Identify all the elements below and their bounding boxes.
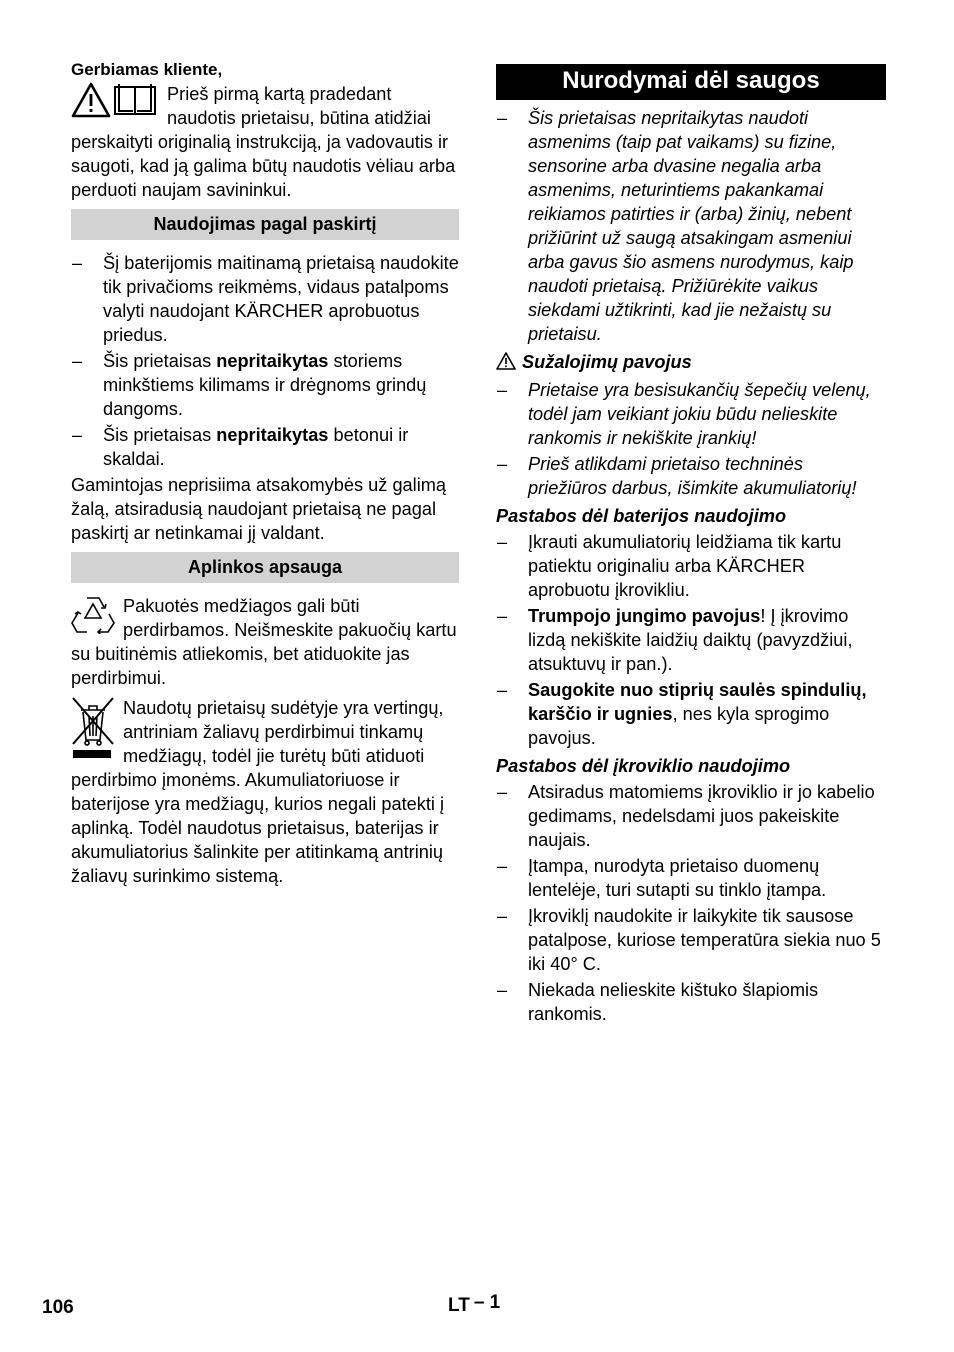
intro-text: Prieš pirmą kartą pradedant naudotis prietaisu, būtina atidžiai perskaityti originalią instrukciją, ja vadovautis ir saugoti, kad ją galima būtų naudotis vėliau arba perduoti naujam savininkui. (71, 84, 456, 200)
manual-book-icon (115, 84, 155, 114)
list-item: – Niekada nelieskite kištuko šlapiomis rankomis. (496, 978, 886, 1026)
list-item: – Atsiradus matomiems įkroviklio ir jo kabelio gedimams, nedelsdami juos pakeiskite naujais. (496, 780, 886, 852)
children-list (496, 106, 886, 346)
intended-use-list (71, 251, 459, 471)
language-code: LT – 1 (448, 1292, 501, 1316)
list-item: – Įkroviklį naudokite ir laikykite tik sausose patalpose, kuriose temperatūra siekia nuo 5 iki 40° C. (496, 904, 886, 976)
emphasis: nepritaikytas (216, 425, 329, 445)
recycle-icon (71, 594, 115, 640)
emphasis: Saugokite nuo stiprių saulės spindulių, karščio ir ugnies (528, 680, 867, 724)
greeting: Gerbiamas kliente, (71, 60, 223, 79)
disposal-text: Naudotų prietaisų sudėtyje yra vertingų, antriniam žaliavų perdirbimui tinkamų medžiagų, todėl jie turėtų būti atiduoti perdirbimo įmonėms. Akumuliatoriuose ir baterijose yra medžiagų, kurios negali patekti į aplinką. Todėl naudotus prietaisus, baterijas ir akumuliatorius šalinkite per atitinkamą antrinių žaliavų surinkimo sistemą. (71, 698, 445, 886)
crossed-bin-icon (71, 696, 115, 768)
warning-triangle-icon (496, 352, 516, 376)
warning-manual-icons (71, 82, 159, 124)
battery-heading: Pastabos dėl baterijos naudojimo (496, 506, 787, 526)
sub-page: – 1 (473, 1292, 501, 1313)
list-item: – Įtampa, nurodyta prietaiso duomenų lentelėje, turi sutapti su tinklo įtampa. (496, 854, 886, 902)
list-item: – Šis prietaisas nepritaikytas betonui ir skaldai. (71, 423, 459, 471)
charger-list (496, 780, 886, 1026)
list-item: – Šis prietaisas nepritaikytas naudoti asmenims (taip pat vaikams) su fizine, sensorine arba dvasine negalia arba asmenims, neturintiems pakankamai reikiamos patirties ir (arba) žinių, nebent prižiūrint už saugą atsakingam asmeniui arba gavus šio asmens nurodymus, kaip naudoti prietaisą. Prižiūrėkite vaikus siekdami užtikrinti, kad jie nežaistų su prietaisu. (496, 106, 886, 346)
right-column (496, 60, 886, 1028)
safety-title: Nurodymai dėl saugos (496, 64, 886, 100)
intended-use-heading: Naudojimas pagal paskirtį (71, 209, 459, 240)
list-item: – Prietaise yra besisukančių šepečių velenų, todėl jam veikiant jokiu būdu nelieskite rankomis ir nekiškite įrankių! (496, 378, 886, 450)
list-item: – Trumpojo jungimo pavojus! Į įkrovimo lizdą nekiškite laidžių daiktų (pavyzdžiui, atsuktuvų ir pan.). (496, 604, 886, 676)
list-item: – Prieš atlikdami prietaiso techninės priežiūros darbus, išimkite akumuliatorių! (496, 452, 886, 500)
battery-list (496, 530, 886, 750)
environment-heading: Aplinkos apsauga (71, 552, 459, 583)
list-item: – Šis prietaisas nepritaikytas storiems minkštiems kilimams ir drėgnoms grindų dangoms. (71, 349, 459, 421)
liability-text: Gamintojas neprisiima atsakomybės už galimą žalą, atsiradusią naudojant prietaisą ne pagal paskirtį ar netinkamai jį valdant. (71, 475, 447, 543)
emphasis: Trumpojo jungimo pavojus (528, 606, 761, 626)
list-item: – Saugokite nuo stiprių saulės spindulių, karščio ir ugnies, nes kyla sprogimo pavojus. (496, 678, 886, 750)
left-column (71, 60, 459, 888)
warning-triangle-icon (73, 84, 109, 116)
charger-heading: Pastabos dėl įkroviklio naudojimo (496, 756, 791, 776)
emphasis: nepritaikytas (216, 351, 329, 371)
injury-heading: Sužalojimų pavojus (496, 350, 886, 376)
list-item: – Šį baterijomis maitinamą prietaisą naudokite tik privačioms reikmėms, vidaus patalpoms valyti naudojant KÄRCHER aprobuotus priedus. (71, 251, 459, 347)
intro-block (71, 82, 459, 202)
disposal-block (71, 696, 459, 888)
packaging-block (71, 594, 459, 690)
packaging-text: Pakuotės medžiagos gali būti perdirbamos. Neišmeskite pakuočių kartu su buitinėmis atliekomis, bet atiduokite jas perdirbimui. (71, 596, 457, 688)
injury-list (496, 378, 886, 500)
page-number: 106 (42, 1297, 74, 1318)
list-item: – Įkrauti akumuliatorių leidžiama tik kartu patiektu originaliu arba KÄRCHER aprobuotu įkrovikliu. (496, 530, 886, 602)
